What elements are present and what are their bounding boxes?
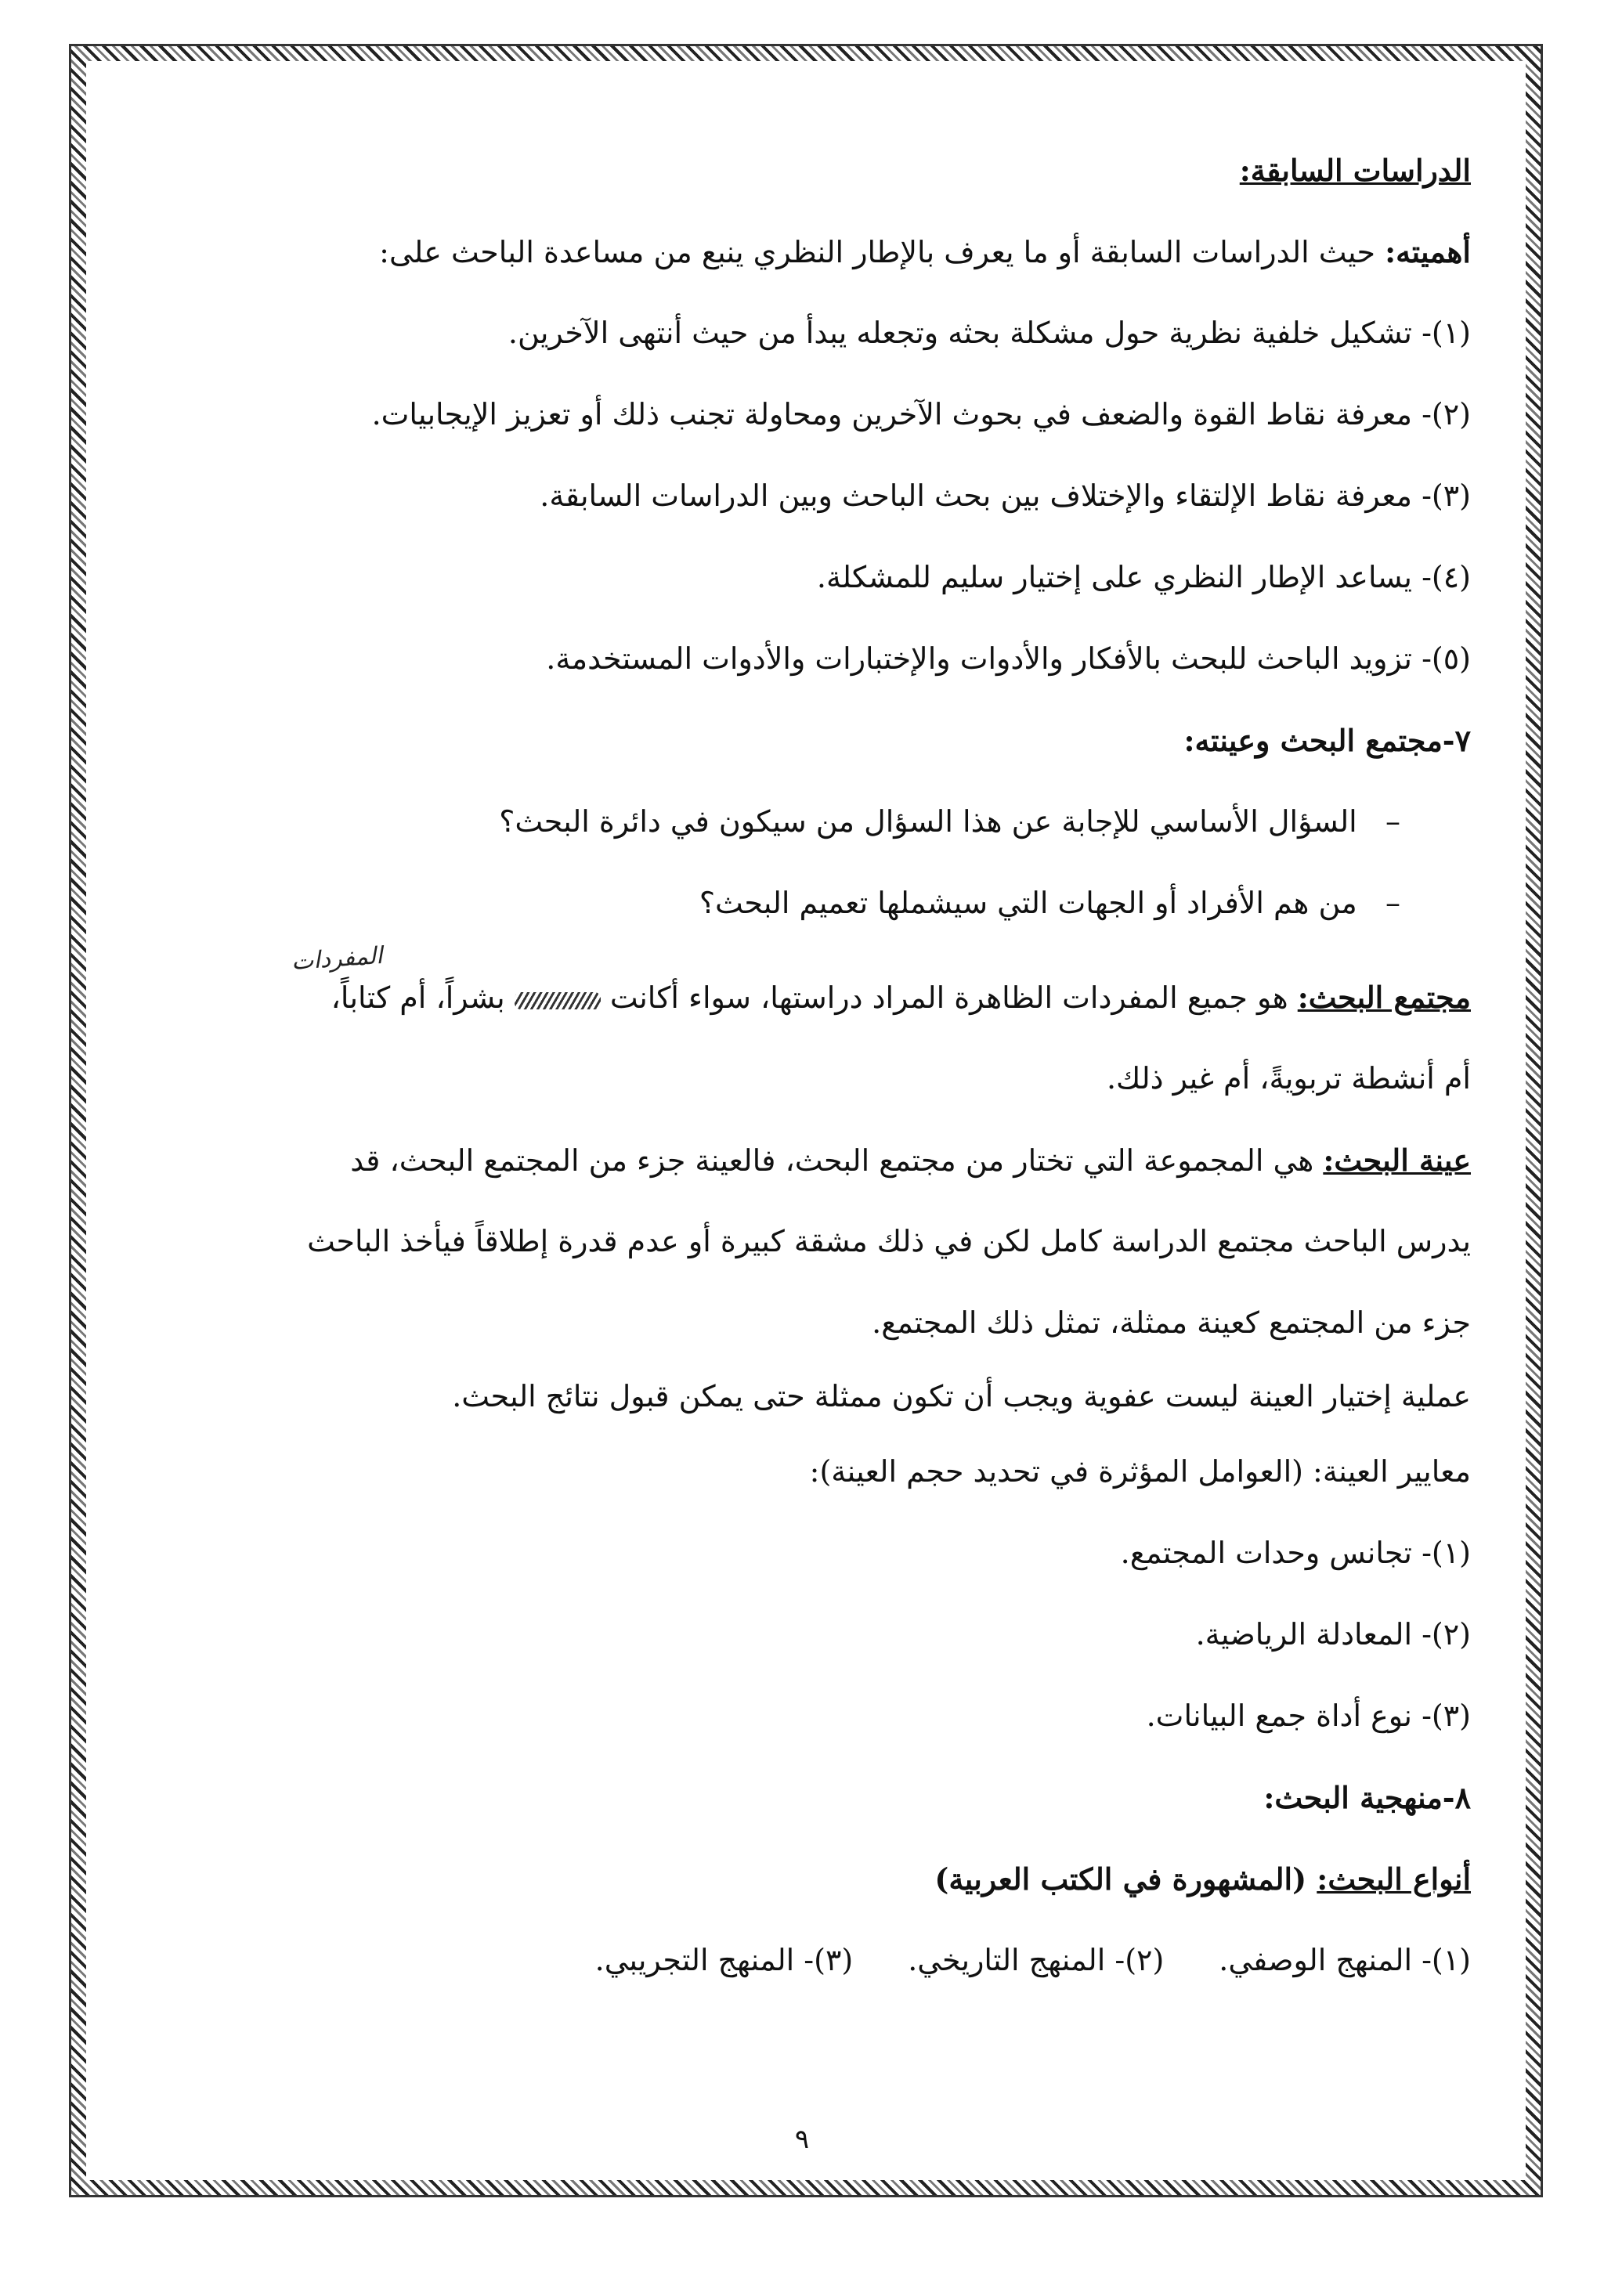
- importance-label: أهميته:: [1385, 234, 1471, 269]
- importance-item-3: (٣)- معرفة نقاط الإلتقاء والإختلاف بين بحث الباحث وبين الدراسات السابقة.: [540, 478, 1471, 513]
- importance-item-1: (١)- تشكيل خلفية نظرية حول مشكلة بحثه وتجعله يبدأ من حيث أنتهى الآخرين.: [508, 316, 1471, 350]
- sample-paragraph-line-1: [350, 1142, 1471, 1180]
- importance-item-2: (٢)- معرفة نقاط القوة والضعف في بحوث الآخرين ومحاولة تجنب ذلك أو تعزيز الإيجابيات.: [371, 397, 1471, 431]
- research-types-text: (المشهورة في الكتب العربية): [934, 1861, 1317, 1897]
- scribbled-word: [515, 992, 601, 1009]
- research-types-line: [934, 1861, 1471, 1899]
- section-title: الدراسات السابقة:: [1239, 153, 1471, 188]
- question-1-text: السؤال الأساسي للإجابة عن هذا السؤال من سيكون في دائرة البحث؟: [499, 804, 1357, 839]
- dash-bullet-1: –: [1385, 804, 1400, 839]
- population-paragraph-line-1: [331, 979, 1471, 1017]
- population-text-before: هو جميع المفردات الظاهرة المراد دراستها، سواء أكانت: [600, 980, 1298, 1015]
- selection-note: عملية إختيار العينة ليست عفوية ويجب أن تكون ممثلة حتى يمكن قبول نتائج البحث.: [452, 1379, 1471, 1413]
- page-number: ٩: [794, 2124, 810, 2155]
- section-7-heading: ٧-مجتمع البحث وعينته:: [1183, 723, 1471, 758]
- section-8-heading: ٨-منهجية البحث:: [1263, 1780, 1471, 1815]
- method-experimental: (٣)- المنهج التجريبي.: [594, 1943, 854, 1977]
- sample-paragraph-line-3: جزء من المجتمع كعينة ممثلة، تمثل ذلك المجتمع.: [872, 1305, 1471, 1340]
- methods-row: [595, 1942, 1471, 1980]
- sample-text-1: هي المجموعة التي تختار من مجتمع البحث، فالعينة جزء من المجتمع البحث، قد: [350, 1143, 1324, 1178]
- section-7-question-1: [499, 803, 1400, 841]
- research-types-label: أنواع البحث:: [1317, 1861, 1471, 1897]
- importance-item-4: (٤)- يساعد الإطار النظري على إختيار سليم للمشكلة.: [816, 560, 1471, 594]
- population-paragraph-line-2: أم أنشطة تربويةً، أم غير ذلك.: [1106, 1061, 1471, 1096]
- importance-item-5: (٥)- تزويد الباحث للبحث بالأفكار والأدوات والإختبارات والأدوات المستخدمة.: [546, 641, 1471, 676]
- criteria-item-1: (١)- تجانس وحدات المجتمع.: [1120, 1536, 1471, 1570]
- dash-bullet-2: –: [1385, 886, 1400, 920]
- sample-paragraph-line-2: يدرس الباحث مجتمع الدراسة كامل لكن في ذلك مشقة كبيرة أو عدم قدرة إطلاقاً فيأخذ الباحث: [307, 1224, 1471, 1258]
- section-7-question-2: [699, 885, 1400, 922]
- population-label: مجتمع البحث:: [1297, 980, 1471, 1015]
- handwritten-annotation: المفردات: [290, 941, 384, 977]
- importance-paragraph: [379, 233, 1471, 272]
- sample-label: عينة البحث:: [1323, 1143, 1471, 1178]
- method-descriptive: (١)- المنهج الوصفي.: [1219, 1943, 1471, 1977]
- method-historical: (٢)- المنهج التاريخي.: [908, 1943, 1165, 1977]
- criteria-item-2: (٢)- المعادلة الرياضية.: [1195, 1617, 1471, 1652]
- importance-text: حيث الدراسات السابقة أو ما يعرف بالإطار النظري ينبع من مساعدة الباحث على:: [379, 235, 1385, 269]
- population-text-after: بشراً، أم كتاباً،: [331, 980, 515, 1015]
- criteria-item-3: (٣)- نوع أداة جمع البيانات.: [1146, 1699, 1471, 1733]
- question-2-text: من هم الأفراد أو الجهات التي سيشملها تعميم البحث؟: [699, 886, 1357, 920]
- criteria-heading: معايير العينة: (العوامل المؤثرة في تحديد حجم العينة):: [809, 1454, 1471, 1489]
